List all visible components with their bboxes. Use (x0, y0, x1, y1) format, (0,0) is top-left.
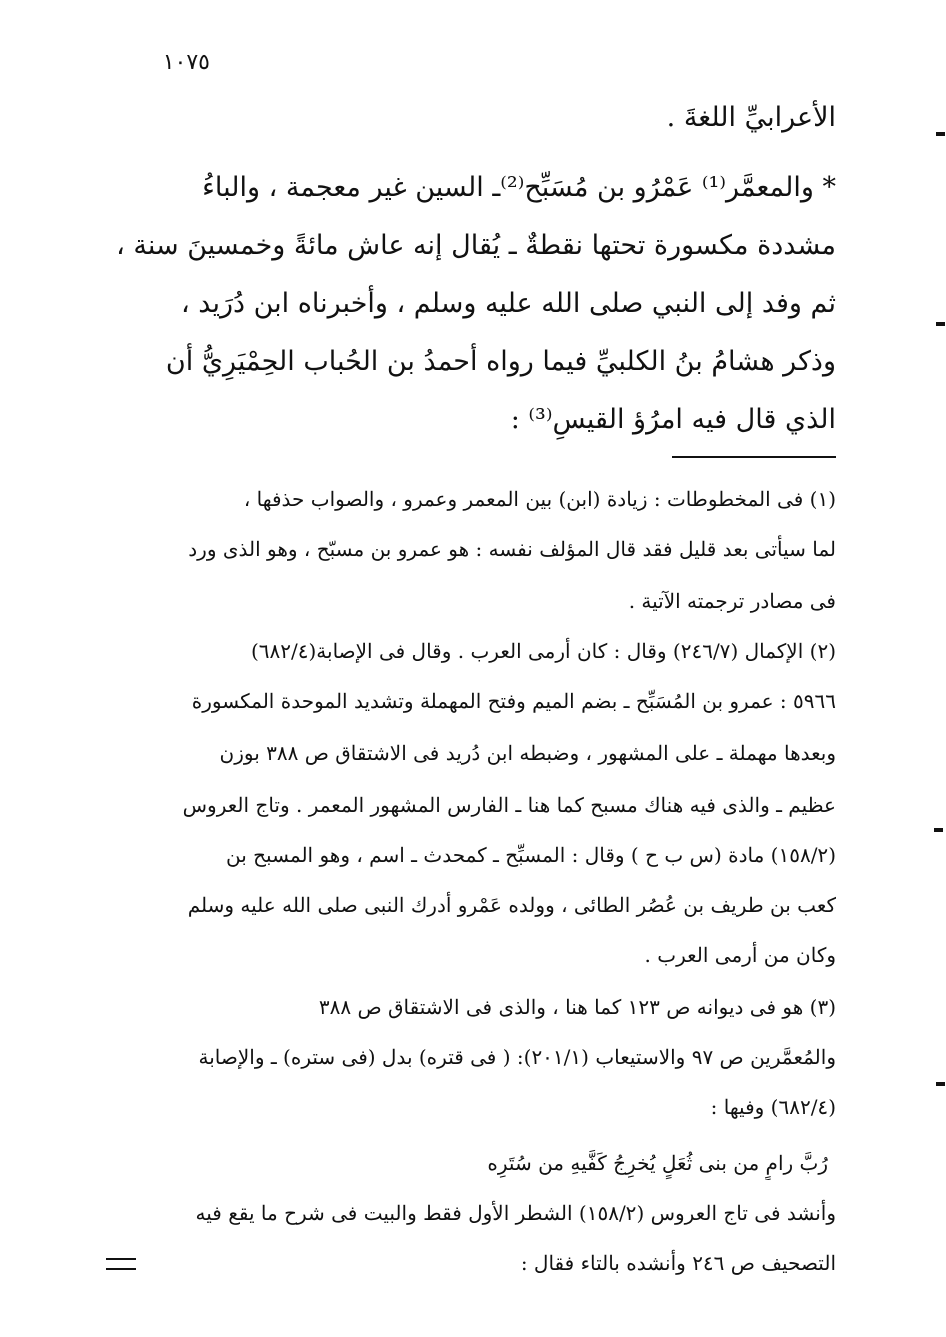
footnote-line: وأنشد فى تاج العروس (١٥٨/٢) الشطر الأول فقط والبيت فى شرح ما يقع فيه (195, 1201, 836, 1225)
footnote-line: كعب بن طريف بن عُصُر الطائى ، وولده عَمْرو أدرك النبى صلى الله عليه وسلم (187, 893, 836, 917)
footnote-line: وكان من أرمى العرب . (644, 943, 836, 967)
main-text-line: الأعرابيِّ اللغةَ . (666, 102, 836, 133)
poem-verse: رُبَّ رامٍ من بنى ثُعَلٍ يُخرِجُ كَفَّيهِ من سُتَرِه (487, 1151, 828, 1175)
main-text-line: ثم وفد إلى النبي صلى الله عليه وسلم ، وأخبرناه ابن دُرَيد ، (180, 288, 836, 319)
footnote-line: (٣) هو فى ديوانه ص ١٢٣ كما هنا ، والذى فى الاشتقاق ص ٣٨٨ (318, 995, 836, 1019)
footnote-line: التصحيف ص ٢٤٦ وأنشده بالتاء فقال : (520, 1251, 836, 1275)
end-mark (106, 1258, 136, 1270)
footnote-line: (٦٨٢/٤) وفيها : (710, 1095, 836, 1119)
footnote-line: عظيم ـ والذى فيه هناك مسبح كما هنا ـ الفارس المشهور المعمر . وتاج العروس (182, 793, 836, 817)
footnote-line: والمُعمَّرين ص ٩٧ والاستيعاب (٢٠١/١): ( فى قتره) بدل (فى ستره) ـ والإصابة (198, 1045, 836, 1069)
footnote-line: (٢) الإكمال (٢٤٦/٧) وقال : كان أرمى العرب . وقال فى الإصابة(٦٨٢/٤) (250, 639, 836, 663)
margin-mark (936, 1082, 945, 1086)
main-text-line: الذي قال فيه امرُؤ القيسِ⁽³⁾ : (510, 404, 836, 435)
footnote-line: فى مصادر ترجمته الآتية . (628, 589, 836, 613)
margin-mark (934, 828, 943, 832)
main-text-line: مشددة مكسورة تحتها نقطةٌ ـ يُقال إنه عاش مائةً وخمسينَ سنة ، (116, 230, 836, 261)
margin-mark (936, 322, 945, 326)
footnote-line: ٥٩٦٦ : عمرو بن المُسَبِّح ـ بضم الميم وفتح المهملة وتشديد الموحدة المكسورة (191, 689, 836, 713)
margin-mark (936, 132, 945, 136)
main-text-line: وذكر هشامُ بنُ الكلبيِّ فيما رواه أحمدُ بن الحُباب الحِمْيَرِيُّ أن (165, 346, 836, 377)
footnote-line: (١٥٨/٢) مادة (س ب ح ) وقال : المسبِّح ـ كمحدث ـ اسم ، وهو المسبح بن (225, 843, 836, 867)
main-text-line: * والمعمَّر⁽¹⁾ عَمْرُو بن مُسَبِّح⁽²⁾ـ السين غير معجمة ، والباءُ (202, 172, 836, 203)
footnote-line: (١) فى المخطوطات : زيادة (ابن) بين المعمر وعمرو ، والصواب حذفها ، (243, 487, 836, 511)
page-number: ١٠٧٥ (162, 50, 210, 75)
footnote-separator (672, 456, 836, 458)
footnote-line: وبعدها مهملة ـ على المشهور ، وضبطه ابن دُريد فى الاشتقاق ص ٣٨٨ بوزن (219, 741, 836, 765)
footnote-line: لما سيأتى بعد قليل فقد قال المؤلف نفسه : هو عمرو بن مسبّح ، وهو الذى ورد (188, 537, 836, 561)
